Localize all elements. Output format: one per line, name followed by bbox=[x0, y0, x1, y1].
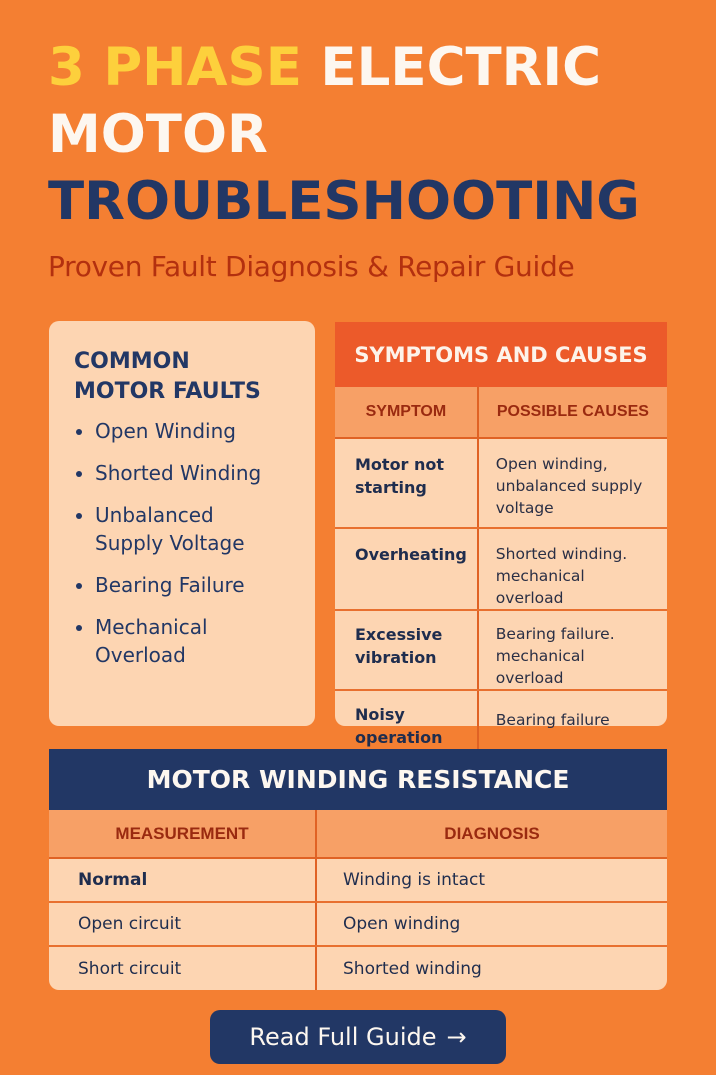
symptom-cell: Noisy operation bbox=[335, 690, 478, 756]
column-header-causes: POSSIBLE CAUSES bbox=[478, 387, 667, 438]
resistance-heading: MOTOR WINDING RESISTANCE bbox=[49, 749, 667, 810]
subtitle: Proven Fault Diagnosis & Repair Guide bbox=[48, 250, 575, 283]
symptom-cell: Overheating bbox=[335, 528, 478, 610]
table-row bbox=[335, 528, 667, 610]
diagnosis-cell: Open winding bbox=[316, 902, 667, 946]
resistance-table bbox=[49, 810, 667, 990]
title-3-phase: 3 PHASE bbox=[48, 37, 302, 98]
table-row bbox=[49, 946, 667, 990]
symptoms-causes-card bbox=[335, 322, 667, 747]
cause-cell: Bearing failure bbox=[495, 711, 610, 729]
page-title bbox=[48, 34, 708, 235]
cause-cell: Bearing failure. mechanical overload bbox=[478, 610, 667, 690]
column-header-measurement: MEASUREMENT bbox=[49, 810, 316, 858]
fault-item: Bearing Failure bbox=[74, 571, 291, 599]
faults-heading: COMMON MOTOR FAULTS bbox=[74, 349, 261, 404]
measurement-cell: Open circuit bbox=[49, 902, 316, 946]
symptoms-heading: SYMPTOMS AND CAUSES bbox=[335, 322, 667, 387]
table-row bbox=[49, 902, 667, 946]
title-troubleshooting: TROUBLESHOOTING bbox=[48, 171, 640, 232]
measurement-cell: Normal bbox=[49, 858, 316, 902]
diagnosis-cell: Winding is intact bbox=[316, 858, 667, 902]
table-row bbox=[49, 858, 667, 902]
title-electric: ELECTRIC bbox=[320, 37, 602, 98]
table-header-row bbox=[335, 387, 667, 438]
table-row bbox=[335, 438, 667, 528]
cause-cell: Open winding, unbalanced supply voltage bbox=[478, 438, 667, 528]
fault-item: Unbalanced Supply Voltage bbox=[74, 501, 291, 557]
faults-list bbox=[74, 417, 291, 669]
table-header-row bbox=[49, 810, 667, 858]
column-header-diagnosis: DIAGNOSIS bbox=[316, 810, 667, 858]
common-faults-card bbox=[49, 321, 315, 726]
fault-item: Mechanical Overload bbox=[74, 613, 291, 669]
symptom-cell: Excessive vibration bbox=[335, 610, 478, 690]
cause-cell: Shorted winding. mechanical overload bbox=[478, 528, 667, 610]
cta-label: Read Full Guide bbox=[249, 1023, 437, 1051]
column-header-symptom: SYMPTOM bbox=[335, 387, 478, 438]
read-full-guide-button[interactable] bbox=[210, 1010, 506, 1064]
fault-item: Shorted Winding bbox=[74, 459, 291, 487]
title-motor: MOTOR bbox=[48, 104, 268, 165]
table-row bbox=[335, 690, 667, 756]
symptoms-table bbox=[335, 387, 667, 756]
measurement-cell: Short circuit bbox=[49, 946, 316, 990]
arrow-right-icon: → bbox=[446, 1023, 467, 1051]
winding-resistance-card bbox=[49, 749, 667, 990]
table-row bbox=[335, 610, 667, 690]
diagnosis-cell: Shorted winding bbox=[343, 958, 482, 979]
fault-item: Open Winding bbox=[74, 417, 291, 445]
symptom-cell: Motor not starting bbox=[335, 438, 478, 528]
